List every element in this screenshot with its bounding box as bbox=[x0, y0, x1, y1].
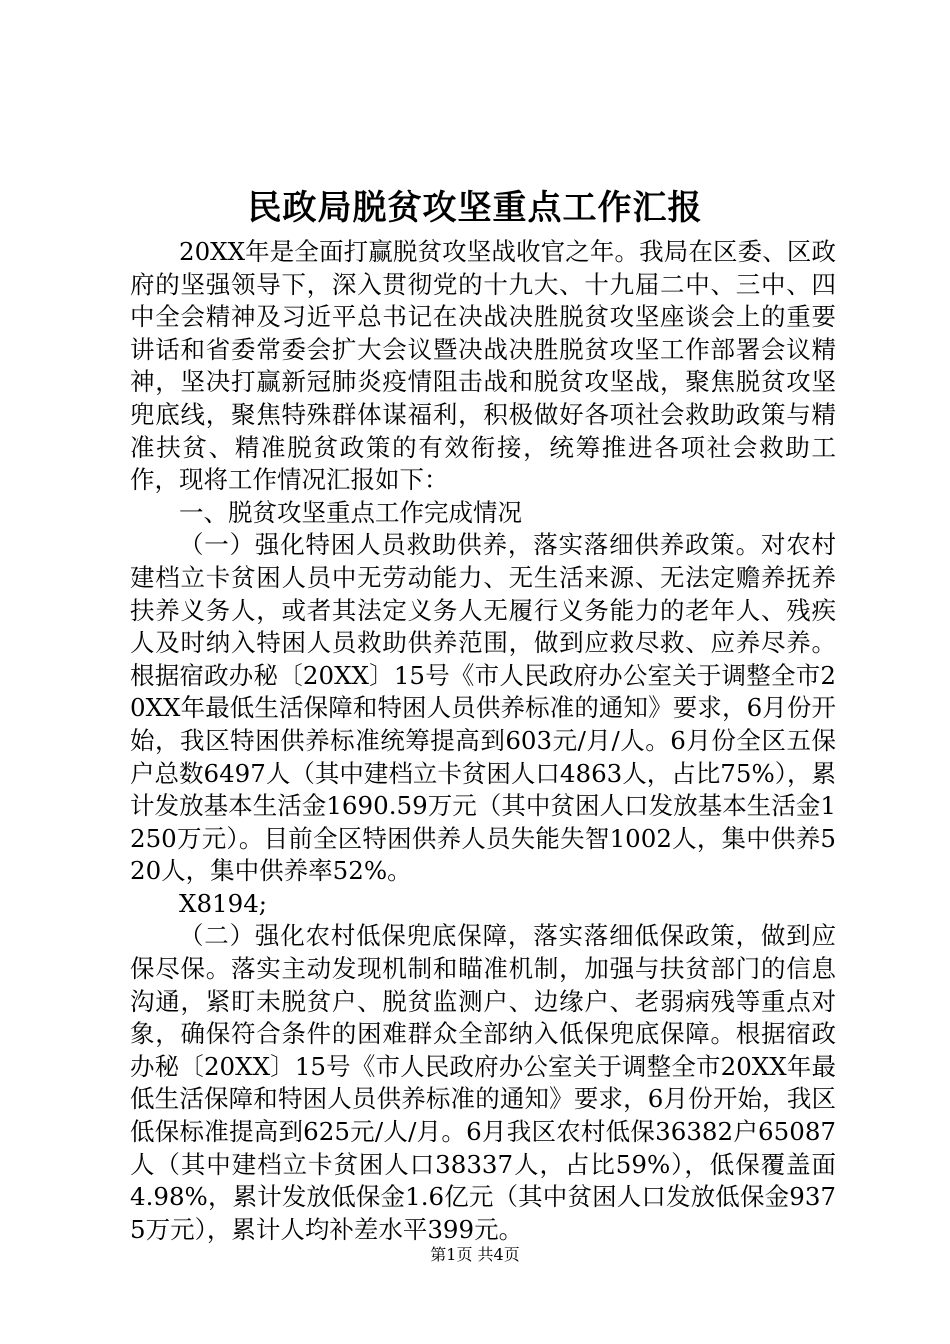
document-body bbox=[130, 236, 836, 1246]
section-heading-1: 一、脱贫攻坚重点工作完成情况 bbox=[179, 497, 522, 527]
stray-code-line: X8194; bbox=[179, 888, 268, 918]
subsection-2-paragraph: （二）强化农村低保兜底保障，落实落细低保政策，做到应保尽保。落实主动发现机制和瞄准机制，加强与扶贫部门的信息沟通，紧盯未脱贫户、脱贫监测户、边缘户、老弱病残等重点对象，确保符合条件的困难群众全部纳入低保兜底保障。根据宿政办秘〔20XX〕15号《市人民政府办公室关于调整全市20XX年最低生活保障和特困人员供养标准的通知》要求，6月份开始，我区低保标准提高到625元/人/月。6月我区农村低保36382户65087人（其中建档立卡贫困人口38337人，占比59%），低保覆盖面4.98%，累计发放低保金1.6亿元（其中贫困人口发放低保金9375万元），累计人均补差水平399元。 bbox=[130, 921, 836, 1244]
document-title: 民政局脱贫攻坚重点工作汇报 bbox=[247, 188, 703, 228]
intro-paragraph: 20XX年是全面打赢脱贫攻坚战收官之年。我局在区委、区政府的坚强领导下，深入贯彻党的十九大、十九届二中、三中、四中全会精神及习近平总书记在决战决胜脱贫攻坚座谈会上的重要讲话和省委常委会扩大会议暨决战决胜脱贫攻坚工作部署会议精神，坚决打赢新冠肺炎疫情阻击战和脱贫攻坚战，聚焦脱贫攻坚兜底线，聚焦特殊群体谋福利，积极做好各项社会救助政策与精准扶贫、精准脱贫政策的有效衔接，统筹推进各项社会救助工作，现将工作情况汇报如下： bbox=[130, 237, 836, 495]
subsection-1-paragraph: （一）强化特困人员救助供养，落实落细供养政策。对农村建档立卡贫困人员中无劳动能力、无生活来源、无法定赡养抚养扶养义务人，或者其法定义务人无履行义务能力的老年人、残疾人及时纳入特困人员救助供养范围，做到应救尽救、应养尽养。根据宿政办秘〔20XX〕15号《市人民政府办公室关于调整全市20XX年最低生活保障和特困人员供养标准的通知》要求，6月份开始，我区特困供养标准统筹提高到603元/月/人。6月份全区五保户总数6497人（其中建档立卡贫困人口4863人，占比75%），累计发放基本生活金1690.59万元（其中贫困人口发放基本生活金1250万元）。目前全区特困供养人员失能失智1002人，集中供养520人，集中供养率52%。 bbox=[130, 530, 836, 886]
page-number-footer: 第1页 共4页 bbox=[430, 1245, 520, 1264]
